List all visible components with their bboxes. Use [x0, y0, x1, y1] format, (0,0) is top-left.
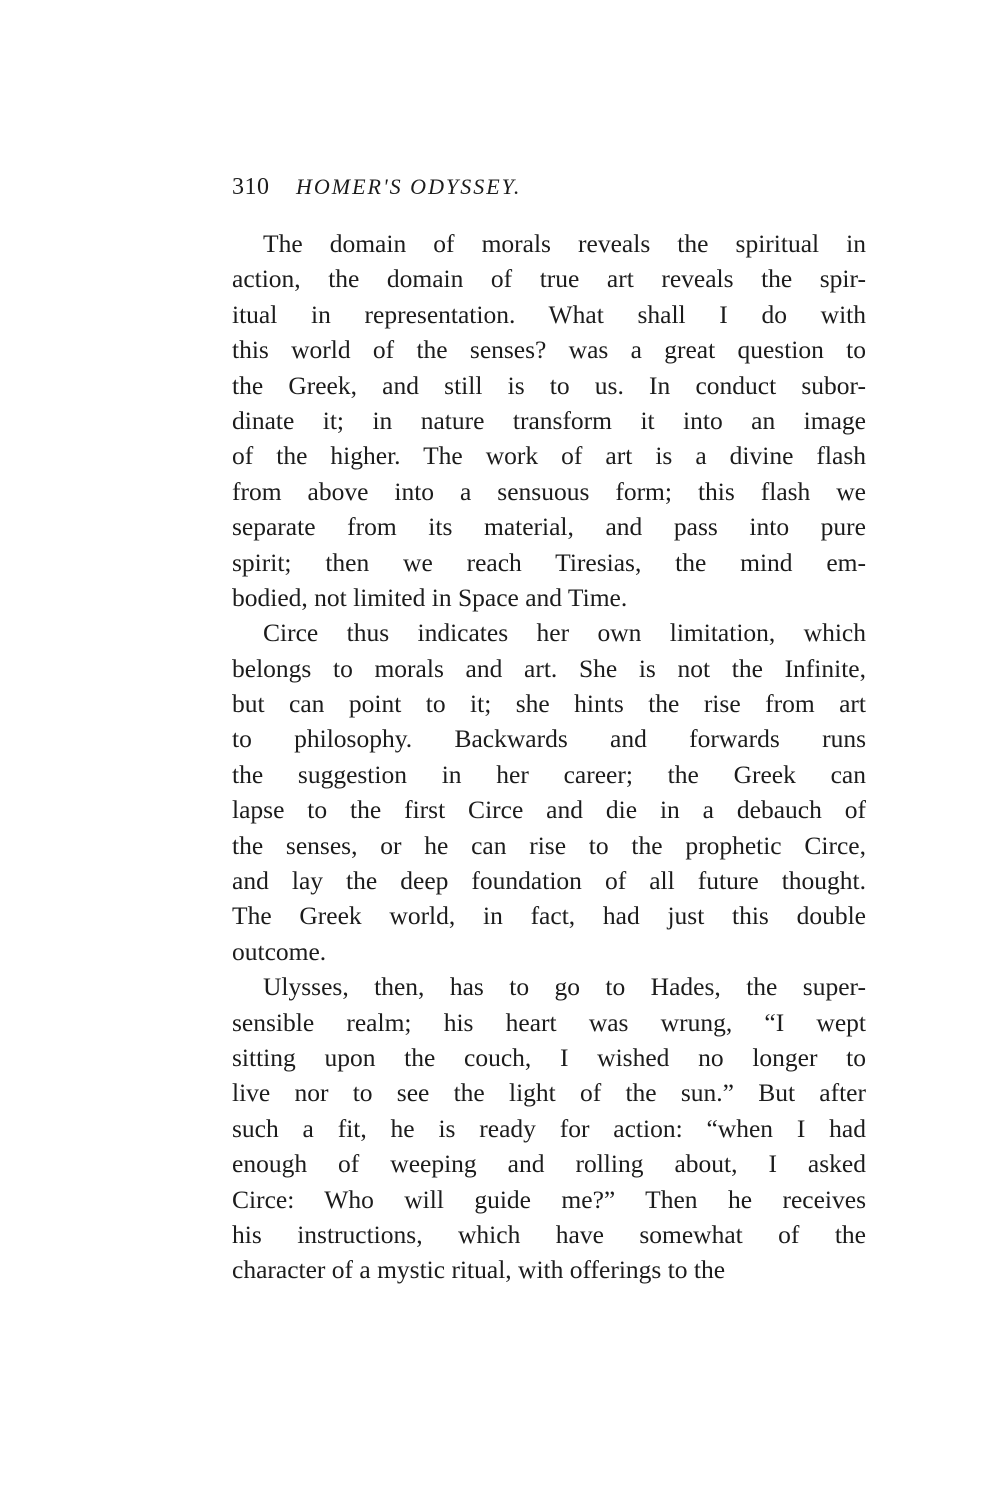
text-line: enough of weeping and rolling about, I asked	[232, 1149, 866, 1179]
text-line: action, the domain of true art reveals the spir-	[232, 264, 866, 294]
text-line: separate from its material, and pass into pure	[232, 512, 866, 542]
paragraph	[232, 226, 866, 615]
running-title: HOMER'S ODYSSEY.	[296, 174, 522, 199]
text-line: The domain of morals reveals the spiritual in	[263, 229, 866, 258]
text-line: Ulysses, then, has to go to Hades, the super-	[263, 972, 866, 1002]
text-line: Circe thus indicates her own limitation, which	[263, 618, 866, 648]
page-number: 310	[232, 174, 270, 200]
text-line: this world of the senses? was a great question to	[232, 335, 866, 365]
text-line: sitting upon the couch, I wished no longer to	[232, 1042, 866, 1072]
text-line: live nor to see the light of the sun.” But after	[232, 1078, 866, 1108]
paragraph	[232, 969, 866, 1288]
text-line: and lay the deep foundation of all future thought.	[232, 866, 866, 896]
text-line: character of a mystic ritual, with offerings to the	[232, 1255, 726, 1285]
text-line: from above into a sensuous form; this flash we	[232, 476, 866, 506]
text-line: bodied, not limited in Space and Time.	[232, 582, 628, 612]
text-line: dinate it; in nature transform it into an image	[232, 405, 866, 435]
paragraph	[232, 615, 866, 969]
text-line: sensible realm; his heart was wrung, “I wept	[232, 1007, 866, 1037]
text-line: the Greek, and still is to us. In conduct subor-	[232, 370, 866, 400]
text-line: of the higher. The work of art is a divine flash	[232, 441, 866, 471]
text-line: belongs to morals and art. She is not the Infinite,	[232, 653, 866, 683]
text-line: the senses, or he can rise to the prophetic Circe,	[232, 830, 866, 860]
text-line: spirit; then we reach Tiresias, the mind em-	[232, 547, 866, 577]
text-line: outcome.	[232, 936, 327, 966]
text-line: lapse to the first Circe and die in a debauch of	[232, 795, 866, 825]
text-line: such a fit, he is ready for action: “when I had	[232, 1113, 866, 1143]
text-line: The Greek world, in fact, had just this double	[232, 901, 866, 931]
body-text	[232, 226, 866, 1288]
text-line: itual in representation. What shall I do with	[232, 299, 866, 329]
text-line: to philosophy. Backwards and forwards runs	[232, 724, 866, 754]
page-header	[232, 174, 866, 208]
text-line: but can point to it; she hints the rise from art	[232, 689, 866, 719]
text-line: Circe: Who will guide me?” Then he receives	[232, 1184, 866, 1214]
text-line: the suggestion in her career; the Greek can	[232, 759, 866, 789]
text-line: his instructions, which have somewhat of the	[232, 1219, 866, 1249]
